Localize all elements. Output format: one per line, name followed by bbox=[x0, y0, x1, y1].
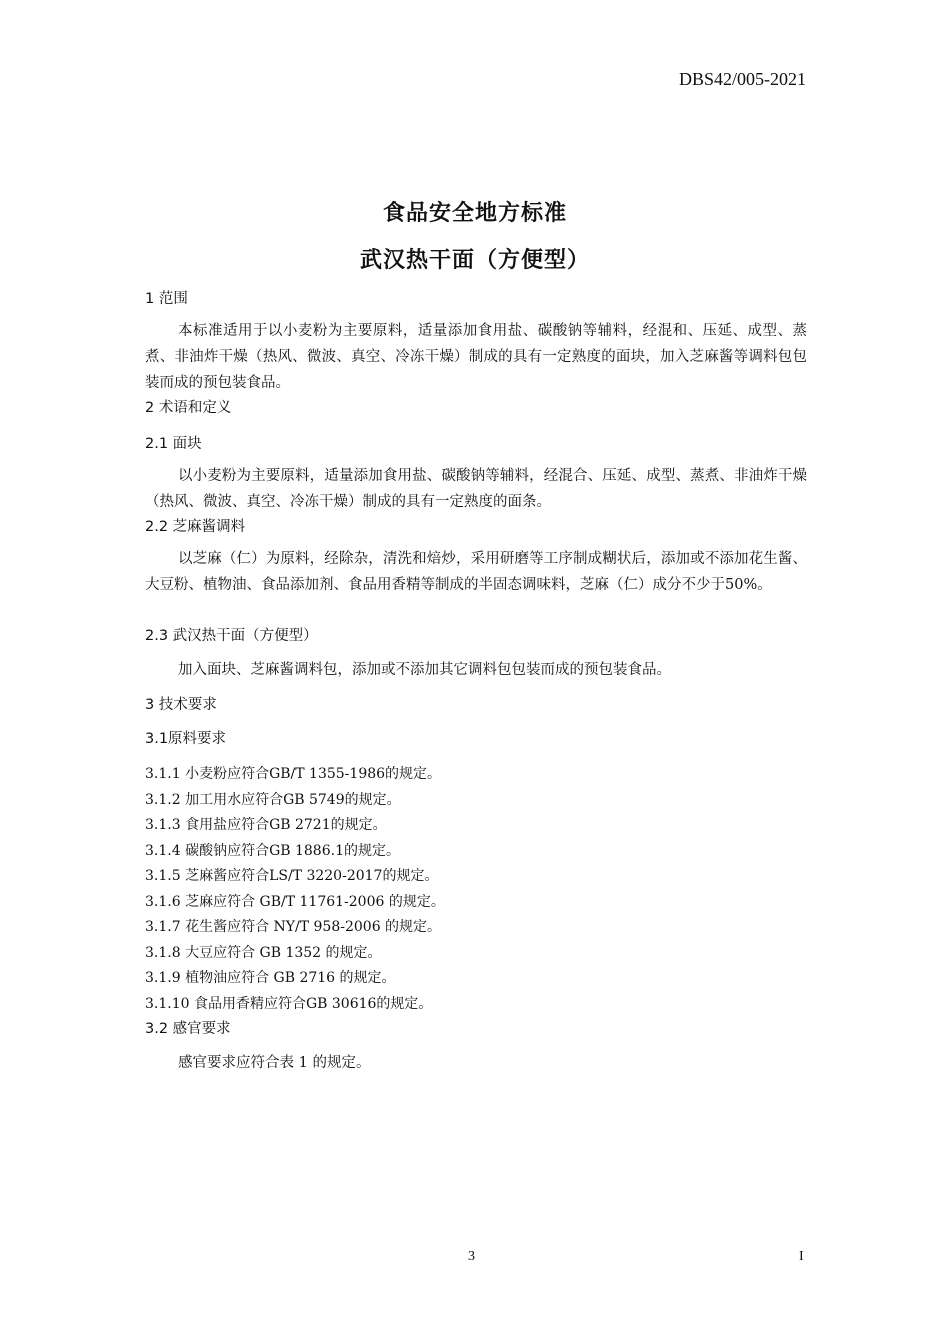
section-2-2-text: 以芝麻（仁）为原料，经除杂，清洗和焙炒，采用研磨等工序制成糊状后，添加或不添加花生酱、大豆粉、植物油、食品添加剂、食品用香精等制成的半固态调味料，芝麻（仁）成分不少于50%。 bbox=[145, 551, 807, 593]
requirement-item: 3.1.8 大豆应符合 GB 1352 的规定。 bbox=[145, 945, 382, 961]
requirement-item: 3.1.1 小麦粉应符合GB/T 1355-1986的规定。 bbox=[145, 766, 442, 782]
section-3-2-heading: 3.2 感官要求 bbox=[145, 1021, 231, 1037]
document-code: DBS42/005-2021 bbox=[678, 69, 806, 89]
page-roman-numeral: I bbox=[799, 1249, 804, 1264]
requirement-item: 3.1.6 芝麻应符合 GB/T 11761-2006 的规定。 bbox=[145, 894, 445, 910]
requirement-item: 3.1.10 食品用香精应符合GB 30616的规定。 bbox=[145, 996, 433, 1012]
page-number: 3 bbox=[468, 1249, 475, 1264]
section-2-1-heading: 2.1 面块 bbox=[145, 436, 202, 452]
requirement-item: 3.1.3 食用盐应符合GB 2721的规定。 bbox=[145, 817, 387, 833]
requirement-item: 3.1.7 花生酱应符合 NY/T 958-2006 的规定。 bbox=[145, 919, 442, 935]
section-2-3-text: 加入面块、芝麻酱调料包，添加或不添加其它调料包包装而成的预包装食品。 bbox=[178, 662, 671, 678]
requirement-item: 3.1.4 碳酸钠应符合GB 1886.1的规定。 bbox=[145, 843, 400, 859]
product-title: 武汉热干面（方便型） bbox=[359, 248, 590, 273]
section-1-heading: 1 范围 bbox=[145, 291, 188, 307]
section-1-text: 本标准适用于以小麦粉为主要原料，适量添加食用盐、碳酸钠等辅料，经混和、压延、成型、蒸煮、非油炸干燥（热风、微波、真空、冷冻干燥）制成的具有一定熟度的面块，加入芝麻酱等调料包包装而成的预包装食品。 bbox=[145, 323, 807, 391]
section-2-3-heading: 2.3 武汉热干面（方便型） bbox=[145, 628, 318, 644]
section-3-2-text: 感官要求应符合表 1 的规定。 bbox=[178, 1055, 371, 1071]
requirement-item: 3.1.5 芝麻酱应符合LS/T 3220-2017的规定。 bbox=[145, 868, 439, 884]
section-3-1-heading: 3.1原料要求 bbox=[145, 731, 227, 747]
requirement-item: 3.1.9 植物油应符合 GB 2716 的规定。 bbox=[145, 970, 396, 986]
section-2-heading: 2 术语和定义 bbox=[145, 400, 232, 416]
requirement-item: 3.1.2 加工用水应符合GB 5749的规定。 bbox=[145, 792, 401, 808]
standard-title: 食品安全地方标准 bbox=[382, 201, 567, 226]
section-2-1-text: 以小麦粉为主要原料，适量添加食用盐、碳酸钠等辅料，经混合、压延、成型、蒸煮、非油炸干燥（热风、微波、真空、冷冻干燥）制成的具有一定熟度的面条。 bbox=[145, 468, 807, 510]
section-2-2-heading: 2.2 芝麻酱调料 bbox=[145, 519, 246, 535]
section-3-heading: 3 技术要求 bbox=[145, 697, 217, 713]
